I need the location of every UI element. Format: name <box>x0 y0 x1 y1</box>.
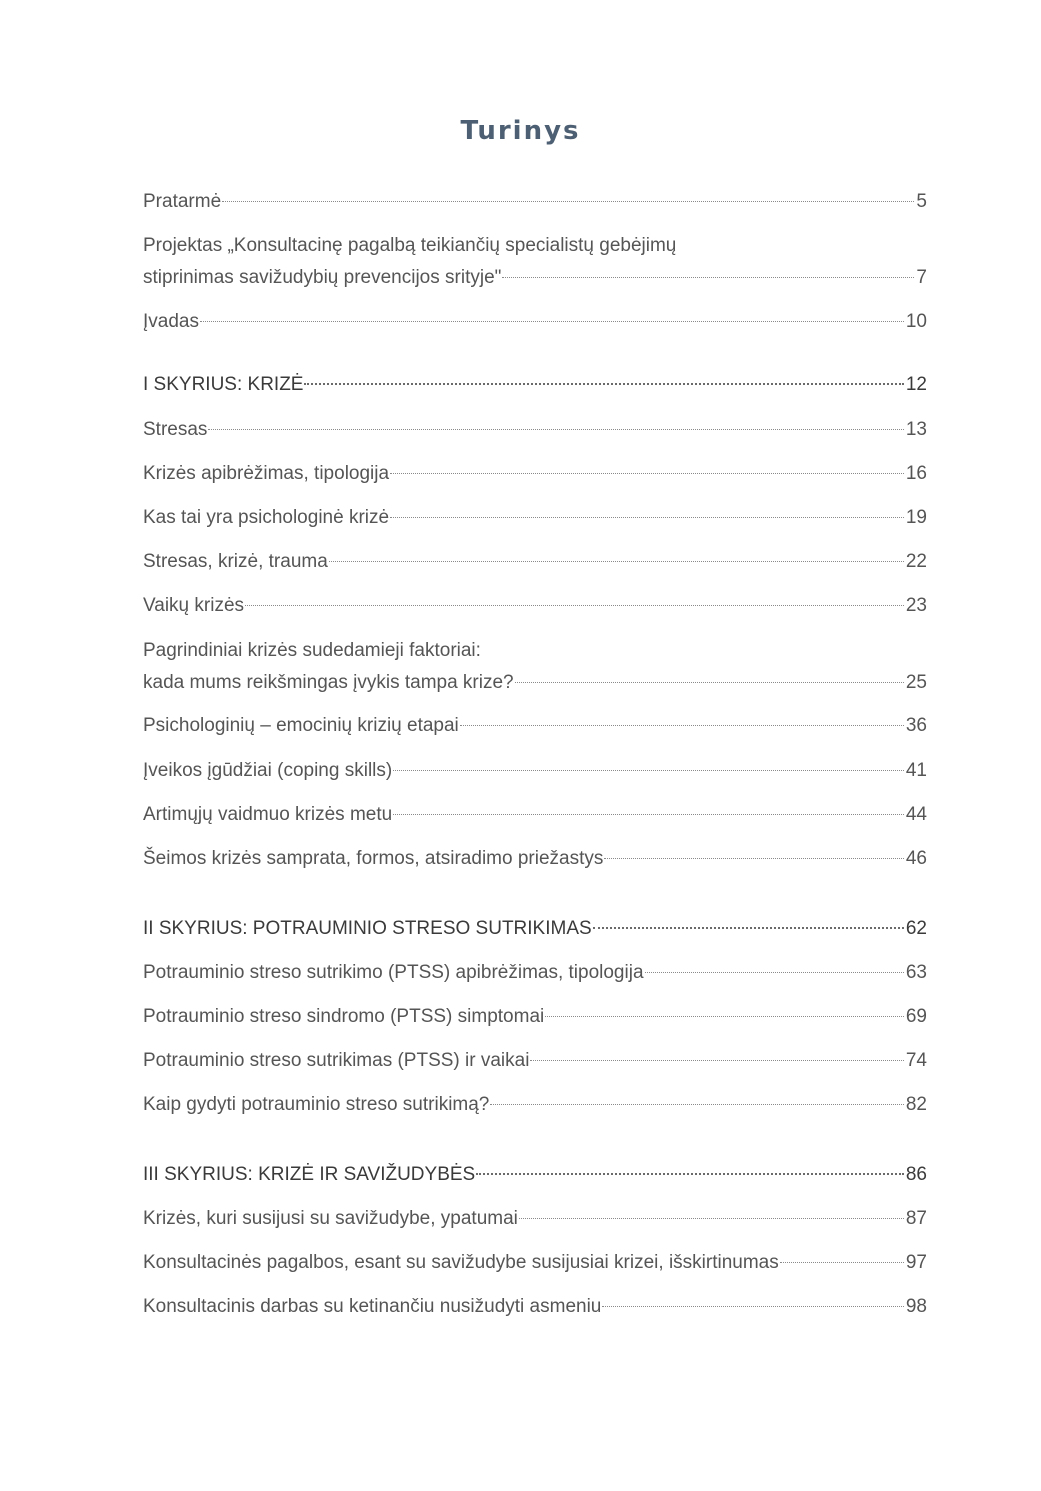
toc-entry-label: Įveikos įgūdžiai (coping skills) <box>143 760 393 781</box>
dot-leader <box>645 972 904 973</box>
toc-entry-savizudybes-ypatumai[interactable] <box>143 1203 927 1235</box>
toc-page-number: 82 <box>905 1094 927 1115</box>
toc-chapter-label: II SKYRIUS: POTRAUMINIO STRESO SUTRIKIMAS <box>143 918 592 939</box>
toc-entry-seimos-krize[interactable] <box>143 843 927 875</box>
toc-entry-pratarme[interactable] <box>143 186 927 218</box>
toc-entry-label: Konsultacinis darbas su ketinančiu nusižudyti asmeniu <box>143 1296 602 1317</box>
toc-entry-stresas-krize-trauma[interactable] <box>143 546 927 578</box>
toc-page-number: 12 <box>905 374 927 395</box>
toc-page-number: 86 <box>905 1164 927 1185</box>
toc-entry-konsultacines-pagalbos[interactable] <box>143 1247 927 1279</box>
toc-page-number: 10 <box>905 311 927 332</box>
toc-chapter-1[interactable] <box>143 369 927 401</box>
toc-page-number: 22 <box>905 551 927 572</box>
toc-page-number: 13 <box>905 419 927 440</box>
toc-entry-ptss-vaikai[interactable] <box>143 1045 927 1077</box>
toc-page-number: 62 <box>905 918 927 939</box>
toc-entry-label: kada mums reikšmingas įvykis tampa krize? <box>143 672 514 693</box>
toc-chapter-3[interactable] <box>143 1159 927 1191</box>
toc-page-number: 69 <box>905 1006 927 1027</box>
dot-leader <box>490 1104 903 1105</box>
toc-entry-pagrindiniai-faktoriai[interactable] <box>143 635 927 699</box>
dot-leader <box>208 429 903 430</box>
dot-leader <box>502 277 914 278</box>
toc-page-number: 25 <box>905 672 927 693</box>
dot-leader <box>393 814 904 815</box>
dot-leader <box>390 517 904 518</box>
toc-entry-label: Krizės, kuri susijusi su savižudybe, ypatumai <box>143 1208 518 1229</box>
toc-page-number: 36 <box>905 715 927 736</box>
toc-entry-ivadas[interactable] <box>143 306 927 338</box>
toc-entry-ptss-apibrezimas[interactable] <box>143 957 927 989</box>
toc-entry-label: Krizės apibrėžimas, tipologija <box>143 463 390 484</box>
toc-entry-konsultacinis-darbas[interactable] <box>143 1291 927 1323</box>
toc-entry-label: Vaikų krizės <box>143 595 245 616</box>
dot-leader <box>530 1060 903 1061</box>
toc-entry-label: stiprinimas savižudybių prevencijos srityje" <box>143 267 502 288</box>
toc-page-number: 87 <box>905 1208 927 1229</box>
toc-page-number: 19 <box>905 507 927 528</box>
dot-leader <box>329 561 904 562</box>
dot-leader <box>460 725 904 726</box>
toc-entry-kriziu-etapai[interactable] <box>143 710 927 742</box>
dot-leader <box>602 1306 903 1307</box>
toc-entry-label: Šeimos krizės samprata, formos, atsiradimo priežastys <box>143 848 604 869</box>
toc-entry-label: Potrauminio streso sutrikimas (PTSS) ir vaikai <box>143 1050 530 1071</box>
toc-entry-label-line1: Projektas „Konsultacinę pagalbą teikiančių specialistų gebėjimų <box>143 235 677 256</box>
toc-entry-label: Potrauminio streso sutrikimo (PTSS) apibrėžimas, tipologija <box>143 962 644 983</box>
dot-leader <box>604 858 903 859</box>
toc-entry-label: Įvadas <box>143 311 199 332</box>
dot-leader <box>519 1218 904 1219</box>
dot-leader <box>245 605 904 606</box>
toc-page-number: 97 <box>905 1252 927 1273</box>
toc-entry-artimuju-vaidmuo[interactable] <box>143 799 927 831</box>
toc-chapter-label: I SKYRIUS: KRIZĖ <box>143 374 304 395</box>
toc-entry-psichologine-krize[interactable] <box>143 502 927 534</box>
dot-leader <box>545 1016 904 1017</box>
toc-entry-label: Pratarmė <box>143 191 222 212</box>
toc-entry-label: Artimųjų vaidmuo krizės metu <box>143 804 393 825</box>
toc-entry-iveikos-igudziai[interactable] <box>143 755 927 787</box>
toc-entry-label: Stresas, krizė, trauma <box>143 551 328 572</box>
dot-leader <box>222 201 914 202</box>
toc-entry-label: Potrauminio streso sindromo (PTSS) simptomai <box>143 1006 545 1027</box>
toc-page-number: 41 <box>905 760 927 781</box>
toc-chapter-2[interactable] <box>143 913 927 945</box>
toc-entry-stresas[interactable] <box>143 414 927 446</box>
toc-entry-label: Kaip gydyti potrauminio streso sutrikimą? <box>143 1094 490 1115</box>
toc-entry-label: Kas tai yra psichologinė krizė <box>143 507 390 528</box>
dot-leader <box>476 1173 904 1175</box>
toc-page-number: 16 <box>905 463 927 484</box>
dot-leader <box>304 383 903 385</box>
toc-page-number: 98 <box>905 1296 927 1317</box>
toc-page-number: 5 <box>916 191 927 212</box>
dot-leader <box>780 1262 904 1263</box>
dot-leader <box>393 770 904 771</box>
toc-page-number: 23 <box>905 595 927 616</box>
toc-entry-label-line1: Pagrindiniai krizės sudedamieji faktoriai: <box>143 640 481 661</box>
toc-page-number: 44 <box>905 804 927 825</box>
toc-entry-krizes-apibrezimas[interactable] <box>143 458 927 490</box>
toc-entry-kaip-gydyti[interactable] <box>143 1089 927 1121</box>
toc-entry-ptss-simptomai[interactable] <box>143 1001 927 1033</box>
dot-leader <box>593 927 904 929</box>
toc-page-number: 46 <box>905 848 927 869</box>
toc-page-number: 74 <box>905 1050 927 1071</box>
toc-entry-label: Psichologinių – emocinių krizių etapai <box>143 715 459 736</box>
toc-entry-projektas[interactable] <box>143 230 927 294</box>
dot-leader <box>390 473 904 474</box>
dot-leader <box>515 682 904 683</box>
toc-page-number: 7 <box>916 267 927 288</box>
toc-page-number: 63 <box>905 962 927 983</box>
toc-entry-vaiku-krizes[interactable] <box>143 590 927 622</box>
toc-entry-label: Konsultacinės pagalbos, esant su savižudybe susijusiai krizei, išskirtinumas <box>143 1252 779 1273</box>
page-title: Turinys <box>460 116 581 146</box>
toc-chapter-label: III SKYRIUS: KRIZĖ IR SAVIŽUDYBĖS <box>143 1164 476 1185</box>
dot-leader <box>200 321 904 322</box>
toc-entry-label: Stresas <box>143 419 208 440</box>
